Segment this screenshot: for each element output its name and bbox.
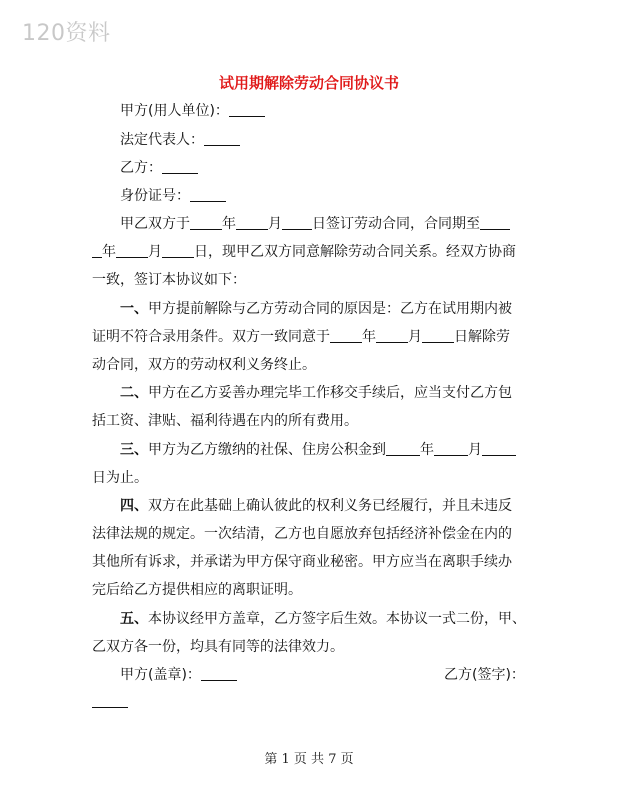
party-b-field: 乙方： [120,158,198,178]
watermark-logo: 120资料 [22,21,111,46]
clause-5-line-1: 五、本协议经甲方盖章，乙方签字后生效。本协议一式二份，甲、 [120,611,526,627]
clause-5-line-2: 乙双方各一份，均具有同等的法律效力。 [92,639,344,655]
page-footer: 第 1 页 共 7 页 [264,752,354,767]
clause-4-line-1: 四、双方在此基础上确认彼此的权利义务已经履行，并且未违反 [120,498,512,514]
clause-2-line-1: 二、甲方在乙方妥善办理完毕工作移交手续后，应当支付乙方包 [120,385,512,401]
clause-4-line-2: 法律法规的规定。一次结清，乙方也自愿放弃包括经济补偿金在内的 [92,526,512,542]
clause-4-line-3: 其他所有诉求，并承诺为甲方保守商业秘密。甲方应当在离职手续办 [92,554,512,570]
clause-1-line-3: 动合同，双方的劳动权利义务终止。 [92,357,316,373]
id-number-field: 身份证号： [120,186,226,206]
legal-rep-field: 法定代表人： [120,130,240,150]
intro-line-1: 甲乙双方于 年 月 日签订劳动合同，合同期至 [120,214,510,234]
blank-line [190,187,226,202]
intro-line-2: 年 月 日，现甲乙双方同意解除劳动合同关系。经双方协商 [92,242,516,262]
clause-1-line-2: 证明不符合录用条件。双方一致同意于 年 月 日解除劳 [92,329,510,345]
document-title: 试用期解除劳动合同协议书 [218,74,399,92]
clause-4-line-4: 完后给乙方提供相应的离职证明。 [92,582,302,598]
signature-party-a: 甲方(盖章)： [120,665,237,685]
signature-party-b: 乙方(签字)： [444,667,525,683]
party-a-field: 甲方(用人单位)： [120,101,265,121]
blank-line [201,666,237,681]
blank-line [92,693,128,708]
clause-2-line-2: 括工资、津贴、福利待遇在内的所有费用。 [92,413,358,429]
blank-line [162,159,198,174]
blank-line [229,102,265,117]
intro-line-3: 一致，签订本协议如下： [92,272,246,288]
clause-1-line-1: 一、甲方提前解除与乙方劳动合同的原因是：乙方在试用期内被 [120,301,512,317]
clause-3-line-1: 三、甲方为乙方缴纳的社保、住房公积金到 年 月 [120,440,516,460]
blank-line [204,131,240,146]
clause-3-line-2: 日为止。 [92,470,148,486]
signature-blank [92,692,128,712]
